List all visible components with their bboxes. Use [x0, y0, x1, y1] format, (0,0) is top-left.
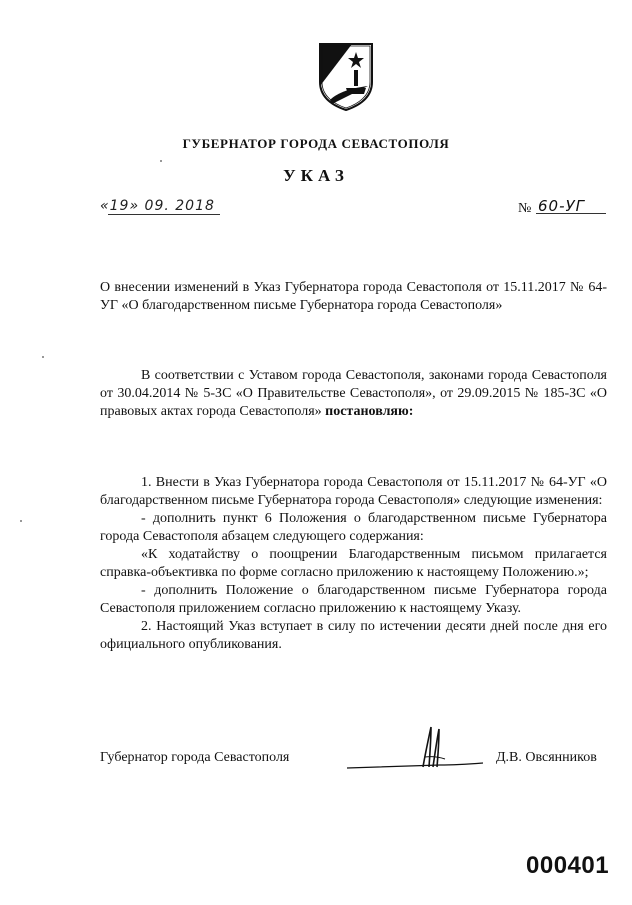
number-label: №	[518, 201, 532, 216]
document-number	[536, 197, 606, 219]
scan-speck	[42, 356, 44, 358]
handwritten-signature-icon	[345, 723, 485, 773]
date-handwritten: «19» 09. 2018	[100, 198, 215, 214]
body-paragraph-2: - дополнить пункт 6 Положения о благодарственном письме Губернатора города Севастополя абзацем следующего содержания:	[100, 511, 607, 544]
body-paragraph-3: «К ходатайству о поощрении Благодарственным письмом прилагается справка-объективка по форме согласно приложению к настоящему Положению.»;	[100, 547, 607, 580]
document-body	[100, 474, 607, 654]
signer-name: Д.В. Овсянников	[496, 750, 597, 765]
document-title: О внесении изменений в Указ Губернатора города Севастополя от 15.11.2017 № 64-УГ «О благодарственном письме Губернатора города Севастополя»	[100, 280, 607, 313]
preamble	[100, 367, 607, 421]
serial-number: 000401	[526, 852, 610, 879]
body-paragraph-5: 2. Настоящий Указ вступает в силу по истечении десяти дней после дня его официального опубликования.	[100, 619, 607, 652]
number-underline	[536, 213, 606, 214]
preamble-decision: постановляю:	[325, 404, 414, 419]
body-paragraph-4: - дополнить Положение о благодарственном письме Губернатора города Севастополя приложением согласно приложению к настоящему Указу.	[100, 583, 607, 616]
issuing-authority: ГУБЕРНАТОР ГОРОДА СЕВАСТОПОЛЯ	[182, 136, 450, 151]
document-date	[100, 198, 230, 220]
number-handwritten: 60-УГ	[538, 197, 585, 215]
document-type: УКАЗ	[283, 166, 349, 185]
scan-speck	[160, 160, 162, 162]
body-paragraph-1: 1. Внести в Указ Губернатора города Севастополя от 15.11.2017 № 64-УГ «О благодарственном письме Губернатора города Севастополя» следующие изменения:	[100, 475, 607, 508]
coat-of-arms-icon	[318, 42, 374, 112]
scan-speck	[20, 520, 22, 522]
preamble-text: В соответствии с Уставом города Севастополя, законами города Севастополя от 30.04.2014 № 5-ЗС «О Правительстве Севастополя», от 29.09.2015 № 185-ЗС «О правовых актах города Севастополя»	[100, 368, 607, 419]
date-underline	[108, 214, 220, 215]
signer-position: Губернатор города Севастополя	[100, 750, 290, 765]
